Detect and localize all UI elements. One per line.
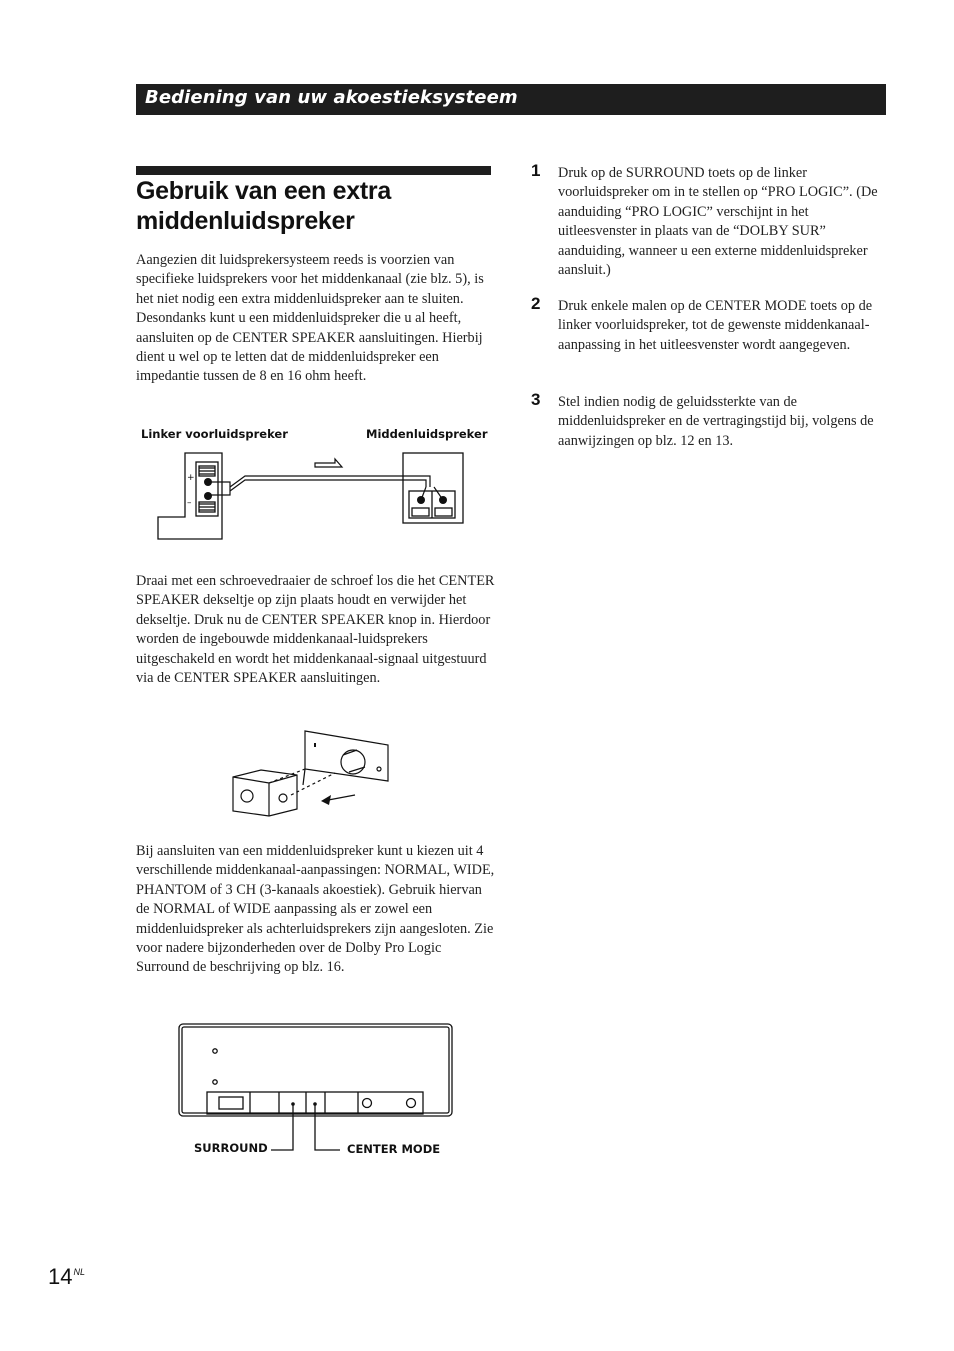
speaker-cable [208, 476, 430, 495]
speaker-connection-diagram [150, 445, 470, 545]
center-mode-pointer [315, 1104, 340, 1150]
indicator-light-icon [213, 1049, 217, 1053]
cover-piece [233, 770, 297, 816]
control-panel-diagram [175, 1020, 460, 1160]
step-number: 1 [531, 161, 541, 180]
left-speaker-terminal [158, 453, 222, 539]
section-title: Bediening van uw akoestieksysteem [145, 87, 518, 108]
page-number-value: 14 [48, 1264, 73, 1289]
speaker-front [179, 1024, 452, 1116]
minus-mark: – [187, 498, 192, 508]
step-number: 2 [531, 294, 541, 313]
step-text: Druk op de SURROUND toets op de linker voorluidspreker om in te stellen op “PRO LOGIC”. (De aanduiding “PRO LOGIC” verschijnt in het uitleesvenster in plaats van de “DOLBY SUR” aanduiding, wanneer u een externe middenluidspreker aansluit.) [558, 165, 878, 279]
center-mode-button-label: CENTER MODE [347, 1142, 441, 1156]
title-rule [136, 166, 491, 175]
screw-paragraph: Draai met een schroevedraaier de schroef los die het CENTER SPEAKER dekseltje op zijn plaats houdt en verwijder het dekseltje. Druk nu de CENTER SPEAKER knop in. Hierdoor worden de ingebouwde middenkanaal-luidsprekers uitgeschakeld en wordt het middenkanaal-signaal uitgestuurd via de CENTER SPEAKER aansluitingen. [136, 573, 495, 687]
surround-button-label: SURROUND [194, 1141, 268, 1155]
direction-arrow-icon [315, 459, 342, 467]
page-language-suffix: NL [73, 1267, 85, 1277]
modes-paragraph: Bij aansluiten van een middenluidspreker kunt u kiezen uit 4 verschillende middenkanaal-aanpassingen: NORMAL, WIDE, PHANTOM of 3 CH (3-kanaals akoestiek). Gebruik hiervan de NORMAL of WIDE aanpassing als er zowel een middenluidspreker als achterluidsprekers zijn aangesloten. Zie voor nadere bijzonderheden over de Dolby Pro Logic Surround de beschrijving op blz. 16. [136, 843, 495, 976]
center-speaker-terminal [403, 453, 463, 523]
screw-icon [279, 794, 287, 802]
step-text: Druk enkele malen op de CENTER MODE toets op de linker voorluidspreker, tot de gewenste middenkanaal-aanpassing in het uitleesvenster wordt aangegeven. [558, 298, 873, 353]
left-speaker-label: Linker voorluidspreker [141, 427, 288, 441]
plus-mark: + [187, 473, 195, 483]
step-number: 3 [531, 390, 541, 409]
intro-paragraph: Aangezien dit luidsprekersysteem reeds is voorzien van specifieke luidsprekers voor het middenkanaal (zie blz. 5), is het niet nodig een extra middenluidspreker aan te sluiten. Desondanks kunt u een middenluidspreker die u al heeft, aansluiten op de CENTER SPEAKER aansluitingen. Hierbij dient u wel op te letten dat de middenluidspreker een impedantie tussen de 8 en 16 ohm heeft. [136, 252, 484, 385]
center-speaker-label: Middenluidspreker [366, 427, 488, 441]
page-number [48, 1264, 85, 1290]
step-text: Stel indien nodig de geluidssterkte van de middenluidspreker en de vertragingstijd bij, volgens de aanwijzingen op blz. 12 en 13. [558, 394, 874, 449]
indicator-light-icon [213, 1080, 217, 1084]
page-title: Gebruik van een extra middenluidspreker [136, 177, 391, 235]
section-header [136, 84, 886, 115]
cover-removal-diagram [225, 725, 400, 820]
surround-pointer [271, 1104, 293, 1150]
speaker-panel [305, 731, 388, 781]
